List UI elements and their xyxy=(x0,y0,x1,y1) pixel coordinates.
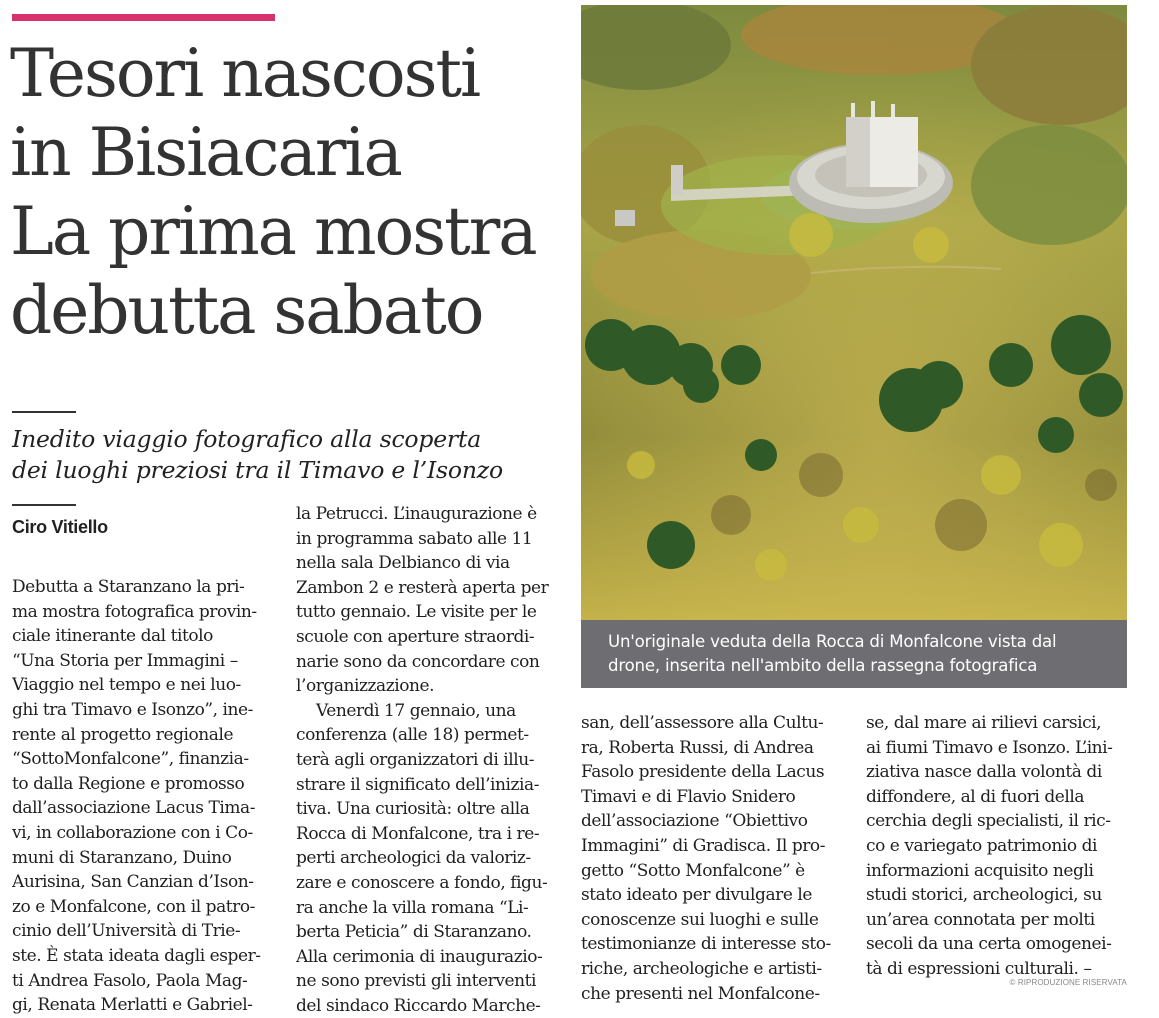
text-line: ma mostra fotografica provin- xyxy=(12,601,257,622)
text-line: “SottoMonfalcone”, finanzia- xyxy=(12,749,249,770)
text-line: ciale itinerante dal titolo xyxy=(12,626,213,647)
text-line: to dalla Regione e promosso xyxy=(12,773,245,794)
text-line: Alla cerimonia di inaugurazio- xyxy=(296,946,543,967)
text-line: rente al progetto regionale xyxy=(12,724,234,745)
section-accent-bar xyxy=(12,14,275,21)
text-line: ti Andrea Fasolo, Paola Mag- xyxy=(12,970,248,991)
text-line: la Petrucci. L’inaugurazione è xyxy=(296,504,537,524)
text-line: Venerdì 17 gennaio, una xyxy=(316,700,516,721)
article-column-4 xyxy=(866,711,1130,982)
article-column-2 xyxy=(296,502,558,1018)
text-line: Zambon 2 e resterà aperta per xyxy=(296,577,549,598)
text-line: ghi tra Timavo e Isonzo”, ine- xyxy=(12,699,253,720)
subheadline-rule xyxy=(12,411,76,413)
text-line: l’organizzazione. xyxy=(296,676,435,697)
text-line: Fasolo presidente della Lacus xyxy=(581,762,825,783)
text-line: terà agli organizzatori di illu- xyxy=(296,749,535,770)
text-line: ziativa nasce dalla volontà di xyxy=(866,762,1102,783)
text-line: cerchia degli specialisti, il ric- xyxy=(866,811,1111,832)
headline-line: La prima mostra xyxy=(10,193,536,270)
text-line: ne sono previsti gli interventi xyxy=(296,971,536,992)
text-line: secoli da una certa omogenei- xyxy=(866,934,1112,955)
text-line: ai fiumi Timavo e Isonzo. L’ini- xyxy=(866,737,1113,758)
text-line: ste. È stata ideata dagli esper- xyxy=(12,945,261,966)
text-line: in programma sabato alle 11 xyxy=(296,528,533,549)
text-line: conferenza (alle 18) permet- xyxy=(296,725,529,746)
article-column-1 xyxy=(12,575,275,1018)
text-line: “Una Storia per Immagini – xyxy=(12,650,238,671)
text-line: Timavi e di Flavio Snidero xyxy=(581,786,796,807)
byline-rule xyxy=(12,504,76,506)
text-line: nella sala Delbianco di via xyxy=(296,553,510,574)
text-line: scuole con aperture straordi- xyxy=(296,626,535,647)
article-column-3 xyxy=(581,711,845,1006)
text-line: se, dal mare ai rilievi carsici, xyxy=(866,713,1102,733)
photo-illustration xyxy=(581,5,1127,620)
text-line: getto “Sotto Monfalcone” è xyxy=(581,860,805,881)
caption-line: drone, inserita nell'ambito della rassegna fotografica xyxy=(608,656,1038,675)
text-line: co e variegato patrimonio di xyxy=(866,835,1097,856)
text-line: Aurisina, San Canzian d’Ison- xyxy=(12,872,254,893)
text-line: stato ideato per divulgare le xyxy=(581,885,812,906)
subheadline xyxy=(12,424,572,486)
text-line: cinio dell’Università di Trie- xyxy=(12,921,241,942)
text-line: testimonianze di interesse sto- xyxy=(581,934,831,955)
text-line: vi, in collaborazione con i Co- xyxy=(12,822,253,843)
text-line: che presenti nel Monfalcone- xyxy=(581,983,820,1004)
text-line: Debutta a Staranzano la pri- xyxy=(12,577,245,597)
text-line: perti archeologici da valoriz- xyxy=(296,848,531,869)
text-line: ra, Roberta Russi, di Andrea xyxy=(581,737,814,758)
text-line: zare e conoscere a fondo, figu- xyxy=(296,872,548,893)
text-line: studi storici, archeologici, su xyxy=(866,885,1102,906)
text-line: conoscenze sui luoghi e sulle xyxy=(581,909,819,930)
text-line: ra anche la villa romana “Li- xyxy=(296,897,529,918)
text-line: tà di espressioni culturali. – xyxy=(866,958,1092,979)
text-line: muni di Staranzano, Duino xyxy=(12,847,232,868)
headline xyxy=(10,34,570,350)
headline-line: Tesori nascosti xyxy=(10,35,480,112)
subheadline-line: dei luoghi preziosi tra il Timavo e l’Isonzo xyxy=(12,456,503,484)
headline-line: in Bisiacaria xyxy=(10,114,401,191)
text-line: tutto gennaio. Le visite per le xyxy=(296,602,537,623)
subheadline-line: Inedito viaggio fotografico alla scoperta xyxy=(12,425,482,453)
byline: Ciro Vitiello xyxy=(12,517,108,537)
text-line: informazioni acquisito negli xyxy=(866,860,1094,881)
photo-caption xyxy=(581,620,1127,688)
text-line: dell’associazione “Obiettivo xyxy=(581,811,808,832)
text-line: gi, Renata Merlatti e Gabriel- xyxy=(12,995,253,1016)
text-line: Immagini” di Gradisca. Il pro- xyxy=(581,835,826,856)
copyright-notice: © RIPRODUZIONE RISERVATA xyxy=(1009,978,1127,987)
text-line: diffondere, al di fuori della xyxy=(866,786,1085,807)
text-line: narie sono da concordare con xyxy=(296,651,540,672)
text-line: berta Peticia” di Staranzano. xyxy=(296,922,532,943)
text-line: zo e Monfalcone, con il patro- xyxy=(12,896,255,917)
text-line: un’area connotata per molti xyxy=(866,909,1095,930)
text-line: san, dell’assessore alla Cultu- xyxy=(581,713,824,733)
text-line: strare il significato dell’inizia- xyxy=(296,774,539,795)
headline-line: debutta sabato xyxy=(10,272,483,349)
caption-line: Un'originale veduta della Rocca di Monfalcone vista dal xyxy=(608,632,1057,651)
text-line: Viaggio nel tempo e nei luo- xyxy=(12,675,241,696)
text-line: tiva. Una curiosità: oltre alla xyxy=(296,799,530,820)
text-line: Rocca di Monfalcone, tra i re- xyxy=(296,823,540,844)
text-line: del sindaco Riccardo Marche- xyxy=(296,995,541,1016)
rocca-aerial-photo xyxy=(581,5,1127,620)
text-line: riche, archeologiche e artisti- xyxy=(581,958,822,979)
text-line: dall’associazione Lacus Tima- xyxy=(12,798,255,819)
